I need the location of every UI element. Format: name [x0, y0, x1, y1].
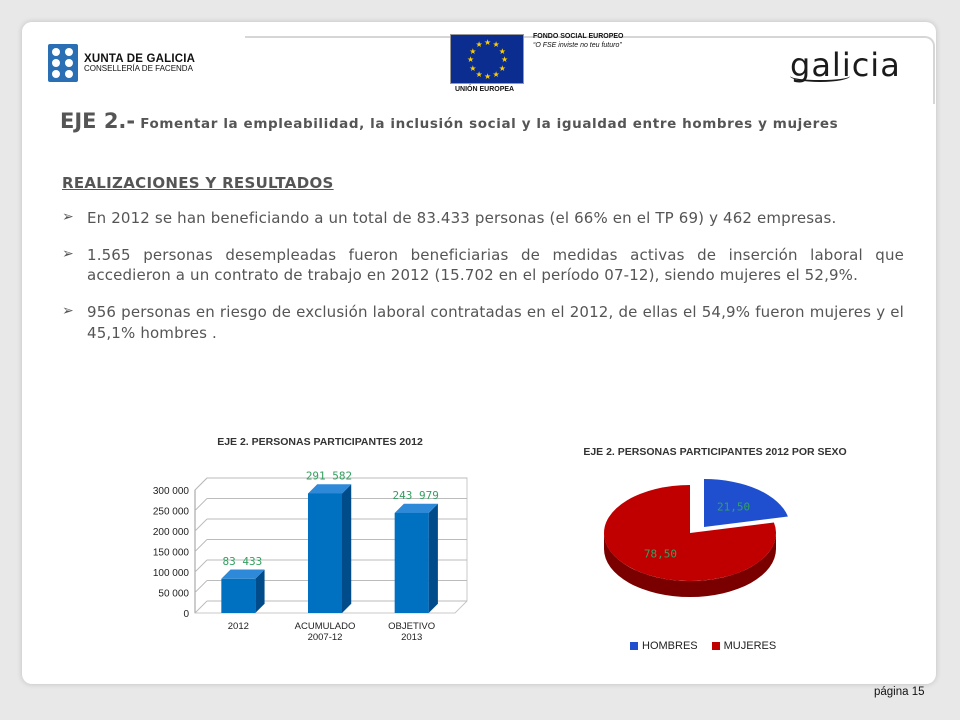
legend-label: HOMBRES: [642, 640, 698, 652]
galicia-swoosh-icon: [790, 70, 850, 82]
xunta-department: CONSELLERÍA DE FACENDA: [84, 63, 193, 73]
x-tick-label: OBJETIVO: [388, 621, 436, 632]
bullet-list: [62, 208, 904, 359]
bar-value-label: 83 433: [222, 554, 263, 568]
y-tick-label: 150 000: [152, 547, 189, 559]
pie-chart-title: EJE 2. PERSONAS PARTICIPANTES 2012 POR SEXO: [583, 446, 847, 458]
bar: [395, 504, 438, 613]
bar: [221, 570, 264, 613]
legend-item-mujeres: [712, 640, 777, 652]
y-tick-label: 50 000: [158, 588, 189, 600]
eu-star-icon: ★: [467, 55, 475, 64]
pie-value-label: 78,50: [643, 547, 677, 561]
bar-side: [342, 484, 351, 613]
section-heading: REALIZACIONES Y RESULTADOS: [62, 174, 334, 192]
pie-chart-container: [570, 446, 860, 458]
bullet-text: 956 personas en riesgo de exclusión laboral contratadas en el 2012, de ellas el 54,9% fueron mujeres y el 45,1% hombres .: [87, 303, 904, 342]
eu-star-icon: ★: [484, 72, 492, 81]
y-tick-label: 100 000: [152, 568, 189, 579]
eu-flag-icon: [450, 34, 524, 84]
legend-label: MUJERES: [723, 640, 777, 652]
bar-value-label: 243 979: [392, 488, 439, 502]
bar-chart: [110, 460, 490, 660]
legend-item-hombres: [630, 640, 698, 652]
fse-subtitle: “O FSE inviste no teu futuro”: [533, 42, 622, 49]
eu-star-icon: ★: [469, 63, 477, 73]
eu-star-icon: ★: [484, 38, 492, 47]
x-tick-label: 2012: [227, 621, 249, 632]
bar-front: [308, 493, 342, 613]
eu-star-icon: ★: [492, 40, 500, 50]
eu-star-icon: ★: [498, 63, 506, 73]
x-tick-label: 2007-12: [307, 632, 343, 643]
y-tick-label: 0: [183, 609, 189, 620]
arrow-bullet-icon: ➢: [62, 245, 74, 262]
y-tick-label: 200 000: [152, 527, 189, 538]
x-tick-label: 2013: [401, 632, 423, 643]
x-tick-label: ACUMULADO: [294, 621, 356, 632]
eu-star-icon: ★: [501, 55, 509, 64]
bar-chart-title: EJE 2. PERSONAS PARTICIPANTES 2012: [217, 436, 423, 448]
page-number: página 15: [874, 686, 925, 698]
title-main: EJE 2.-: [60, 109, 136, 133]
eu-star-icon: ★: [469, 46, 477, 56]
pie-value-label: 21,50: [717, 500, 751, 514]
bar-side: [429, 504, 438, 613]
galicia-logo: galicia: [790, 46, 901, 84]
bar: [308, 484, 351, 613]
y-tick-label: 250 000: [152, 506, 189, 518]
bar-front: [221, 579, 255, 613]
bullet-text: En 2012 se han beneficiando a un total de 83.433 personas (el 66% en el TP 69) y 462 empresas.: [87, 209, 837, 227]
bullet-item: [62, 208, 904, 229]
legend-swatch: [712, 642, 720, 650]
legend-swatch: [630, 642, 638, 650]
bullet-text: 1.565 personas desempleadas fueron beneficiarias de medidas activas de inserción laboral que accedieron a un contrato de trabajo en 2012 (15.702 en el período 07-12), siendo mujeres el 52,9%.: [87, 245, 904, 285]
xunta-logo: [48, 44, 195, 82]
bar-chart-container: [150, 436, 490, 448]
arrow-bullet-icon: ➢: [62, 209, 74, 225]
fse-title: FONDO SOCIAL EUROPEO: [533, 33, 624, 40]
bullet-item: [62, 302, 904, 343]
eu-star-icon: ★: [475, 40, 483, 50]
eu-star-icon: ★: [498, 46, 506, 56]
pie-chart: [590, 478, 810, 618]
eu-star-icon: ★: [492, 69, 500, 79]
eu-label: UNIÓN EUROPEA: [455, 86, 515, 93]
y-tick-label: 300 000: [152, 486, 189, 497]
bar-value-label: 291 582: [305, 469, 353, 483]
bullet-item: [62, 245, 904, 286]
eu-star-icon: ★: [475, 69, 483, 79]
page-title: [60, 108, 920, 135]
arrow-bullet-icon: ➢: [62, 303, 74, 320]
xunta-name: XUNTA DE GALICIA: [84, 52, 196, 65]
pie-legend: [630, 640, 776, 652]
xunta-shield-icon: [48, 44, 78, 82]
title-rest: Fomentar la empleabilidad, la inclusión social y la igualdad entre hombres y mujeres: [140, 116, 839, 132]
bar-front: [395, 513, 429, 613]
